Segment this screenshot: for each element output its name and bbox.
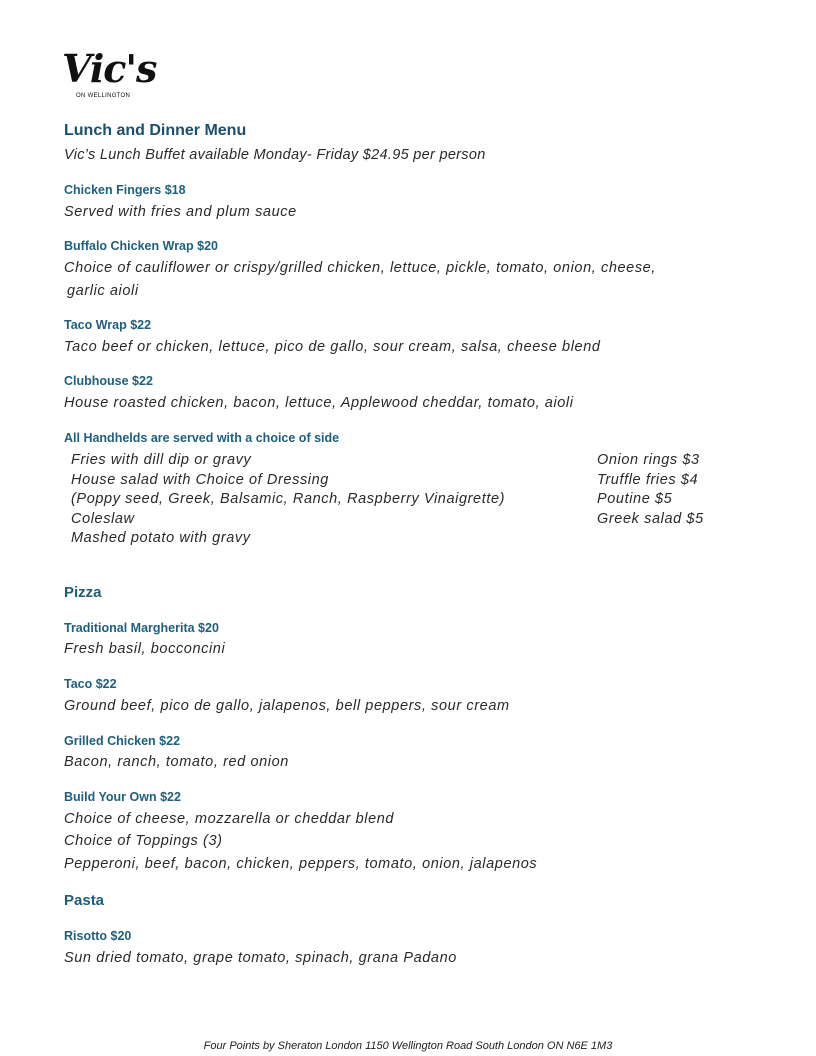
item-desc-risotto: Sun dried tomato, grape tomato, spinach, grana Padano [64, 950, 457, 966]
side-option: Mashed potato with gravy [71, 530, 251, 546]
item-desc-margherita: Fresh basil, bocconcini [64, 641, 226, 657]
item-desc-clubhouse: House roasted chicken, bacon, lettuce, Applewood cheddar, tomato, aioli [64, 395, 574, 411]
side-option: House salad with Choice of Dressing [71, 471, 329, 488]
section-heading-pasta: Pasta [64, 892, 105, 909]
side-option: Coleslaw [71, 510, 135, 527]
item-title-risotto: Risotto $20 [64, 929, 132, 943]
item-title-margherita: Traditional Margherita $20 [64, 621, 219, 635]
item-title-clubhouse: Clubhouse $22 [64, 374, 153, 388]
item-desc-taco-wrap: Taco beef or chicken, lettuce, pico de gallo, sour cream, salsa, cheese blend [64, 339, 601, 355]
logo-wordmark: Vic's [62, 46, 157, 91]
sides-title: All Handhelds are served with a choice of side [64, 431, 340, 445]
side-upgrades-list [597, 451, 704, 529]
item-title-chicken-fingers: Chicken Fingers $18 [64, 183, 186, 197]
side-upgrade: Poutine $5 [597, 491, 673, 507]
item-title-grilled-chicken: Grilled Chicken $22 [64, 734, 181, 748]
side-option: Fries with dill dip or gravy [71, 452, 252, 468]
footer-address: Four Points by Sheraton London 1150 Wellington Road South London ON N6E 1M3 [203, 1040, 613, 1052]
side-option: (Poppy seed, Greek, Balsamic, Ranch, Raspberry Vinaigrette) [71, 491, 506, 507]
item-desc-chicken-fingers: Served with fries and plum sauce [64, 204, 297, 220]
item-title-taco-wrap: Taco Wrap $22 [64, 318, 152, 332]
item-title-taco-pizza: Taco $22 [64, 677, 117, 691]
item-desc-buffalo-wrap: Choice of cauliflower or crispy/grilled chicken, lettuce, pickle, tomato, onion, cheese, [64, 260, 656, 276]
side-upgrade: Greek salad $5 [597, 510, 704, 527]
logo-tagline: ON WELLINGTON [76, 93, 131, 99]
item-desc-buffalo-wrap-cont: garlic aioli [67, 283, 139, 299]
item-desc-grilled-chicken: Bacon, ranch, tomato, red onion [64, 754, 289, 770]
vics-logo [62, 46, 157, 104]
item-desc-build-your-own-2: Choice of Toppings (3) [64, 833, 223, 849]
buffet-note: Vic’s Lunch Buffet available Monday- Friday $24.95 per person [64, 147, 486, 163]
item-desc-build-your-own-3: Pepperoni, beef, bacon, chicken, peppers, tomato, onion, jalapenos [64, 856, 538, 872]
side-upgrade: Truffle fries $4 [597, 471, 699, 488]
item-title-buffalo-wrap: Buffalo Chicken Wrap $20 [64, 239, 218, 253]
menu-title: Lunch and Dinner Menu [64, 122, 247, 139]
section-heading-pizza: Pizza [64, 584, 102, 601]
item-desc-build-your-own: Choice of cheese, mozzarella or cheddar blend [64, 811, 395, 827]
side-upgrade: Onion rings $3 [597, 452, 700, 468]
sides-list [71, 451, 505, 549]
item-title-build-your-own: Build Your Own $22 [64, 790, 181, 804]
item-desc-taco-pizza: Ground beef, pico de gallo, jalapenos, bell peppers, sour cream [64, 698, 510, 714]
